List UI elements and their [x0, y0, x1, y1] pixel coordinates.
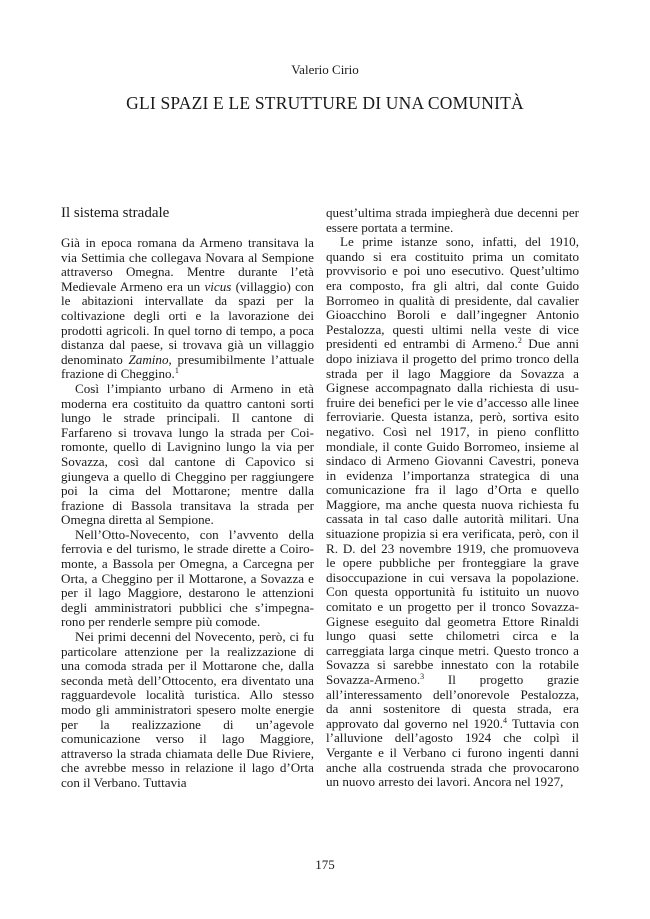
- paragraph: quest’ultima strada impiegherà due decenni per essere portata a termine.: [326, 205, 579, 235]
- paragraph: [61, 236, 314, 382]
- paragraph: [326, 235, 579, 790]
- paragraph-text: (villaggio) con le abitazioni intervallate da spazi per la coltivazione degli orti e la lavorazione dei prodotti agricoli. In quel torno di tempo, a poca distanza dal paese, si trovava già un villaggio denominato: [61, 278, 314, 367]
- chapter-title: GLI SPAZI E LE STRUTTURE DI UNA COMUNITÀ: [126, 93, 524, 113]
- left-column: [61, 204, 314, 791]
- footnote-marker: 2: [517, 336, 522, 346]
- page-number: 175: [315, 857, 335, 872]
- paragraph-text: Le prime istanze sono, infatti, del 1910, quando si era costituito prima un comitato provvisorio e poi uno esecutivo. Quest’ultimo era composto, fra gli altri, dal conte Guido Borromeo in qualità di presidente, dal cavalier Gioacchino Boroli e dall’ingegner Antonio Pestalozza, questi ultimi nella veste di vice presidenti ed entrambi di Armeno.: [326, 234, 579, 352]
- paragraph: Così l’impianto urbano di Armeno in età moderna era costituito da quattro cantoni sorti lungo le strade principali. Il cantone di Farfareno si trovava lungo la strada per Coiromonte, quello di Lavignino lungo la via per Sovazza, così dal cantone di Capovico si giungeva a quello di Cheggino per raggiungere poi la cima del Mottarone; mentre dalla frazione di Bassola transitava la strada per Omegna diretta al Sempione.: [61, 380, 314, 528]
- section-heading: Il sistema stradale: [61, 205, 170, 221]
- right-column: [326, 206, 579, 790]
- paragraph: Nell’Otto-Novecento, con l’avvento della ferrovia e del turismo, le strade dirette a Coiromonte, a Bassola per Omegna, a Carcegna per Orta, a Cheggino per il Mottarone, a Sovazza e per il lago Maggiore, destarono le attenzioni degli amministratori pubblici che s’impegnarono per renderle sempre più comode.: [61, 526, 314, 630]
- paragraph-text: Tuttavia con l’alluvione dell’agosto 1924 che colpì il Vergante e il Verbano ci furono ingenti danni anche alla costruenda strada che provocarono un nuovo arresto dei lavori. Ancora nel 1927,: [326, 715, 579, 790]
- paragraph-text: , presumibilmente l’attuale frazione di Cheggino.: [61, 351, 314, 382]
- footnote-marker: 3: [420, 672, 425, 681]
- footnote-marker: 1: [174, 366, 179, 376]
- italic-term: vicus: [204, 278, 232, 294]
- italic-term: Zamino: [128, 351, 169, 367]
- paragraph-text: Due anni dopo iniziava il progetto del primo tronco della strada per il lago Maggiore da Sovazza a Gignese accompagnato dalla richiesta di usufruire dei benefici per le vie d’accesso alle linee ferroviarie. Questa istanza, però, sortiva esito negativo. Così nel 1917, in pieno conflitto mondiale, il conte Guido Borromeo, insieme al sindaco di Armeno Giovanni Cavestri, poneva in evidenza l’importanza strategica di una comunicazione fra il lago d’Orta e quello Maggiore, ma anche questa nuova richiesta fu cassata in tal caso dalle autorità militari. Una situazione propizia si era verificata, però, con il R. D. del 23 novembre 1919, che promuoveva le opere pubbliche per fronteggiare la grave disoccupazione in cui versava la popolazione. Con questa opportunità fu istituito un nuovo comitato e un progetto per il tronco Sovazza-Gignese eseguito dal geometra Ettore Rinaldi lungo quasi sette chilometri circa e la carreggiata larga cinque metri. Questo tronco a Sovazza si sarebbe innestato con la rotabile Sovazza-Armeno.: [326, 336, 580, 687]
- footnote-marker: 4: [503, 715, 508, 725]
- author-name: Valerio Cirio: [291, 62, 359, 77]
- paragraph-text: Il progetto grazie all’interessamento dell’onorevole Pestalozza, da anni sostenitore di questa strada, era approvato dal governo nel 1920.: [326, 672, 579, 731]
- paragraph: Nei primi decenni del Novecento, però, ci fu particolare attenzione per la realizzazione di una comoda strada per il Mottarone che, dalla seconda metà dell’Ottocento, era diventato una ragguardevole località turistica. Allo stesso modo gli amministratori spesero molte energie per la realizzazione di un’agevole comunicazione verso il lago Maggiore, attraverso la strada chiamata delle Due Riviere, che avrebbe messo in relazione il lago d’Orta con il Verbano. Tuttavia: [61, 629, 314, 790]
- paragraph-text: Già in epoca romana da Armeno transitava la via Settimia che collegava Novara al Sempione attraverso Omegna. Mentre durante l’età Medievale Armeno era un: [61, 235, 314, 294]
